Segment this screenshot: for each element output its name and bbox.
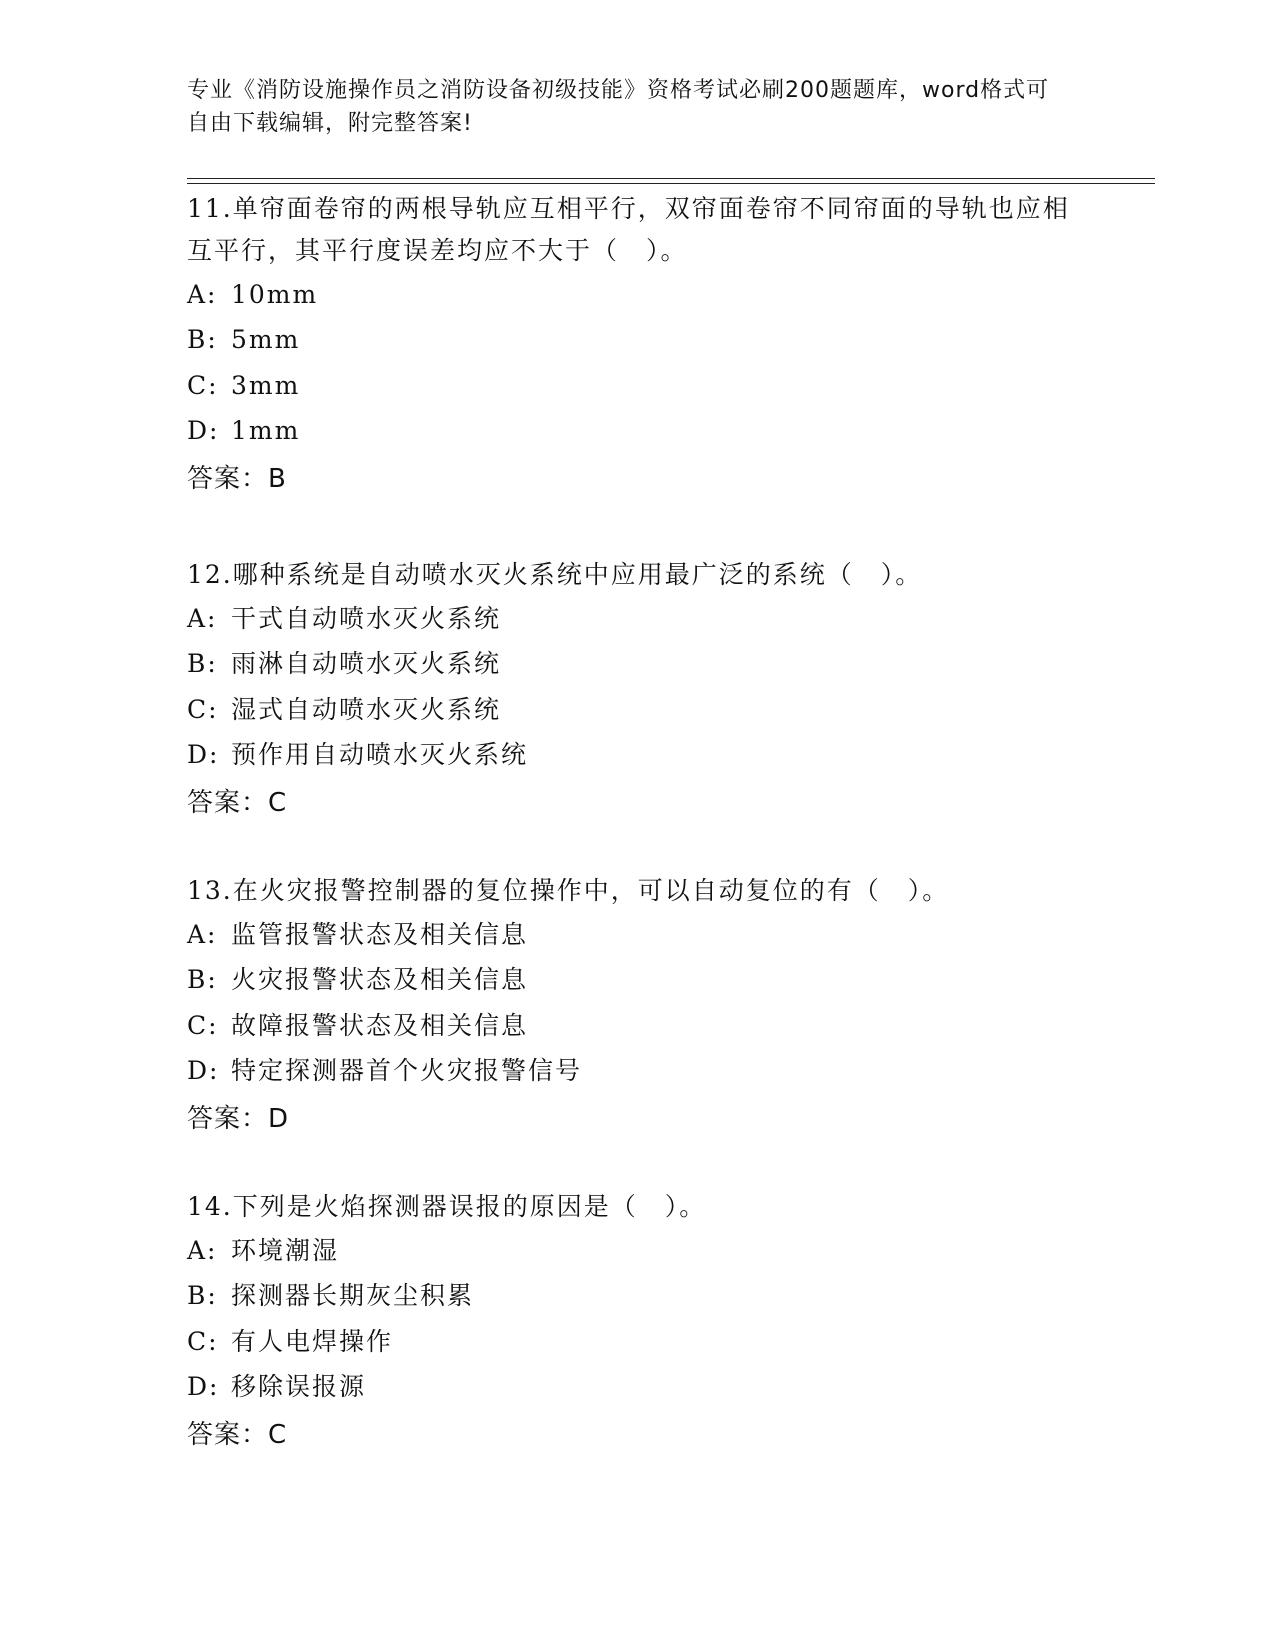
option-a <box>187 912 1087 958</box>
option-letter: B: <box>187 1281 218 1311</box>
option-letter: A: <box>187 603 218 633</box>
option-letter: B: <box>187 965 218 995</box>
option-a <box>187 596 1087 642</box>
question-14 <box>187 1186 1087 1454</box>
option-d <box>187 409 1087 455</box>
answer-line: 答案：D <box>187 1103 290 1134</box>
option-a <box>187 1228 1087 1274</box>
answer-line: 答案：C <box>187 787 288 818</box>
option-letter: C: <box>187 694 219 724</box>
question-stem: 12.哪种系统是自动喷水灭火系统中应用最广泛的系统（ ）。 <box>187 560 923 589</box>
option-letter: D: <box>187 740 220 770</box>
answer-line: 答案：B <box>187 463 287 494</box>
option-a <box>187 272 1087 318</box>
option-b <box>187 1274 1087 1320</box>
question-stem: 11.单帘面卷帘的两根导轨应互相平行，双帘面卷帘不同帘面的导轨也应相互平行，其平行度误差均应不大于（ ）。 <box>187 194 1070 265</box>
option-text: 故障报警状态及相关信息 <box>231 1010 529 1040</box>
option-letter: A: <box>187 919 218 949</box>
option-d <box>187 1365 1087 1411</box>
option-letter: A: <box>187 1235 218 1265</box>
question-stem: 13.在火灾报警控制器的复位操作中，可以自动复位的有（ ）。 <box>187 876 950 905</box>
option-b <box>187 318 1087 364</box>
option-text: 有人电焊操作 <box>231 1326 394 1356</box>
option-letter: A: <box>187 279 218 309</box>
option-c <box>187 363 1087 409</box>
header-divider-top <box>187 178 1155 179</box>
option-text: 探测器长期灰尘积累 <box>231 1281 475 1311</box>
option-text: 监管报警状态及相关信息 <box>231 919 529 949</box>
option-letter: C: <box>187 1326 219 1356</box>
answer-line: 答案：C <box>187 1419 288 1450</box>
option-text: 预作用自动喷水灭火系统 <box>231 740 529 770</box>
option-text: 移除误报源 <box>231 1372 367 1402</box>
option-text: 雨淋自动喷水灭火系统 <box>231 649 502 679</box>
document-header: 专业《消防设施操作员之消防设备初级技能》资格考试必刷200题题库，word格式可自由下载编辑，附完整答案! <box>187 78 1050 136</box>
option-c <box>187 687 1087 733</box>
option-text: 火灾报警状态及相关信息 <box>231 965 529 995</box>
option-text: 10mm <box>231 279 319 309</box>
option-text: 湿式自动喷水灭火系统 <box>231 694 502 724</box>
option-text: 3mm <box>231 370 301 400</box>
option-text: 5mm <box>231 325 301 355</box>
option-b <box>187 642 1087 688</box>
question-12 <box>187 554 1087 822</box>
question-stem: 14.下列是火焰探测器误报的原因是（ ）。 <box>187 1192 707 1221</box>
question-13 <box>187 870 1087 1138</box>
option-letter: C: <box>187 1010 219 1040</box>
option-text: 特定探测器首个火灾报警信号 <box>231 1056 583 1086</box>
option-c <box>187 1319 1087 1365</box>
option-b <box>187 958 1087 1004</box>
option-d <box>187 1049 1087 1095</box>
option-letter: D: <box>187 1056 220 1086</box>
option-c <box>187 1003 1087 1049</box>
option-d <box>187 733 1087 779</box>
option-letter: D: <box>187 1372 220 1402</box>
option-letter: B: <box>187 649 218 679</box>
question-11 <box>187 188 1087 498</box>
option-text: 干式自动喷水灭火系统 <box>231 603 502 633</box>
option-letter: D: <box>187 416 220 446</box>
option-letter: C: <box>187 370 219 400</box>
option-text: 环境潮湿 <box>231 1235 340 1265</box>
option-text: 1mm <box>231 416 301 446</box>
header-divider-bottom <box>187 183 1155 184</box>
option-letter: B: <box>187 325 218 355</box>
